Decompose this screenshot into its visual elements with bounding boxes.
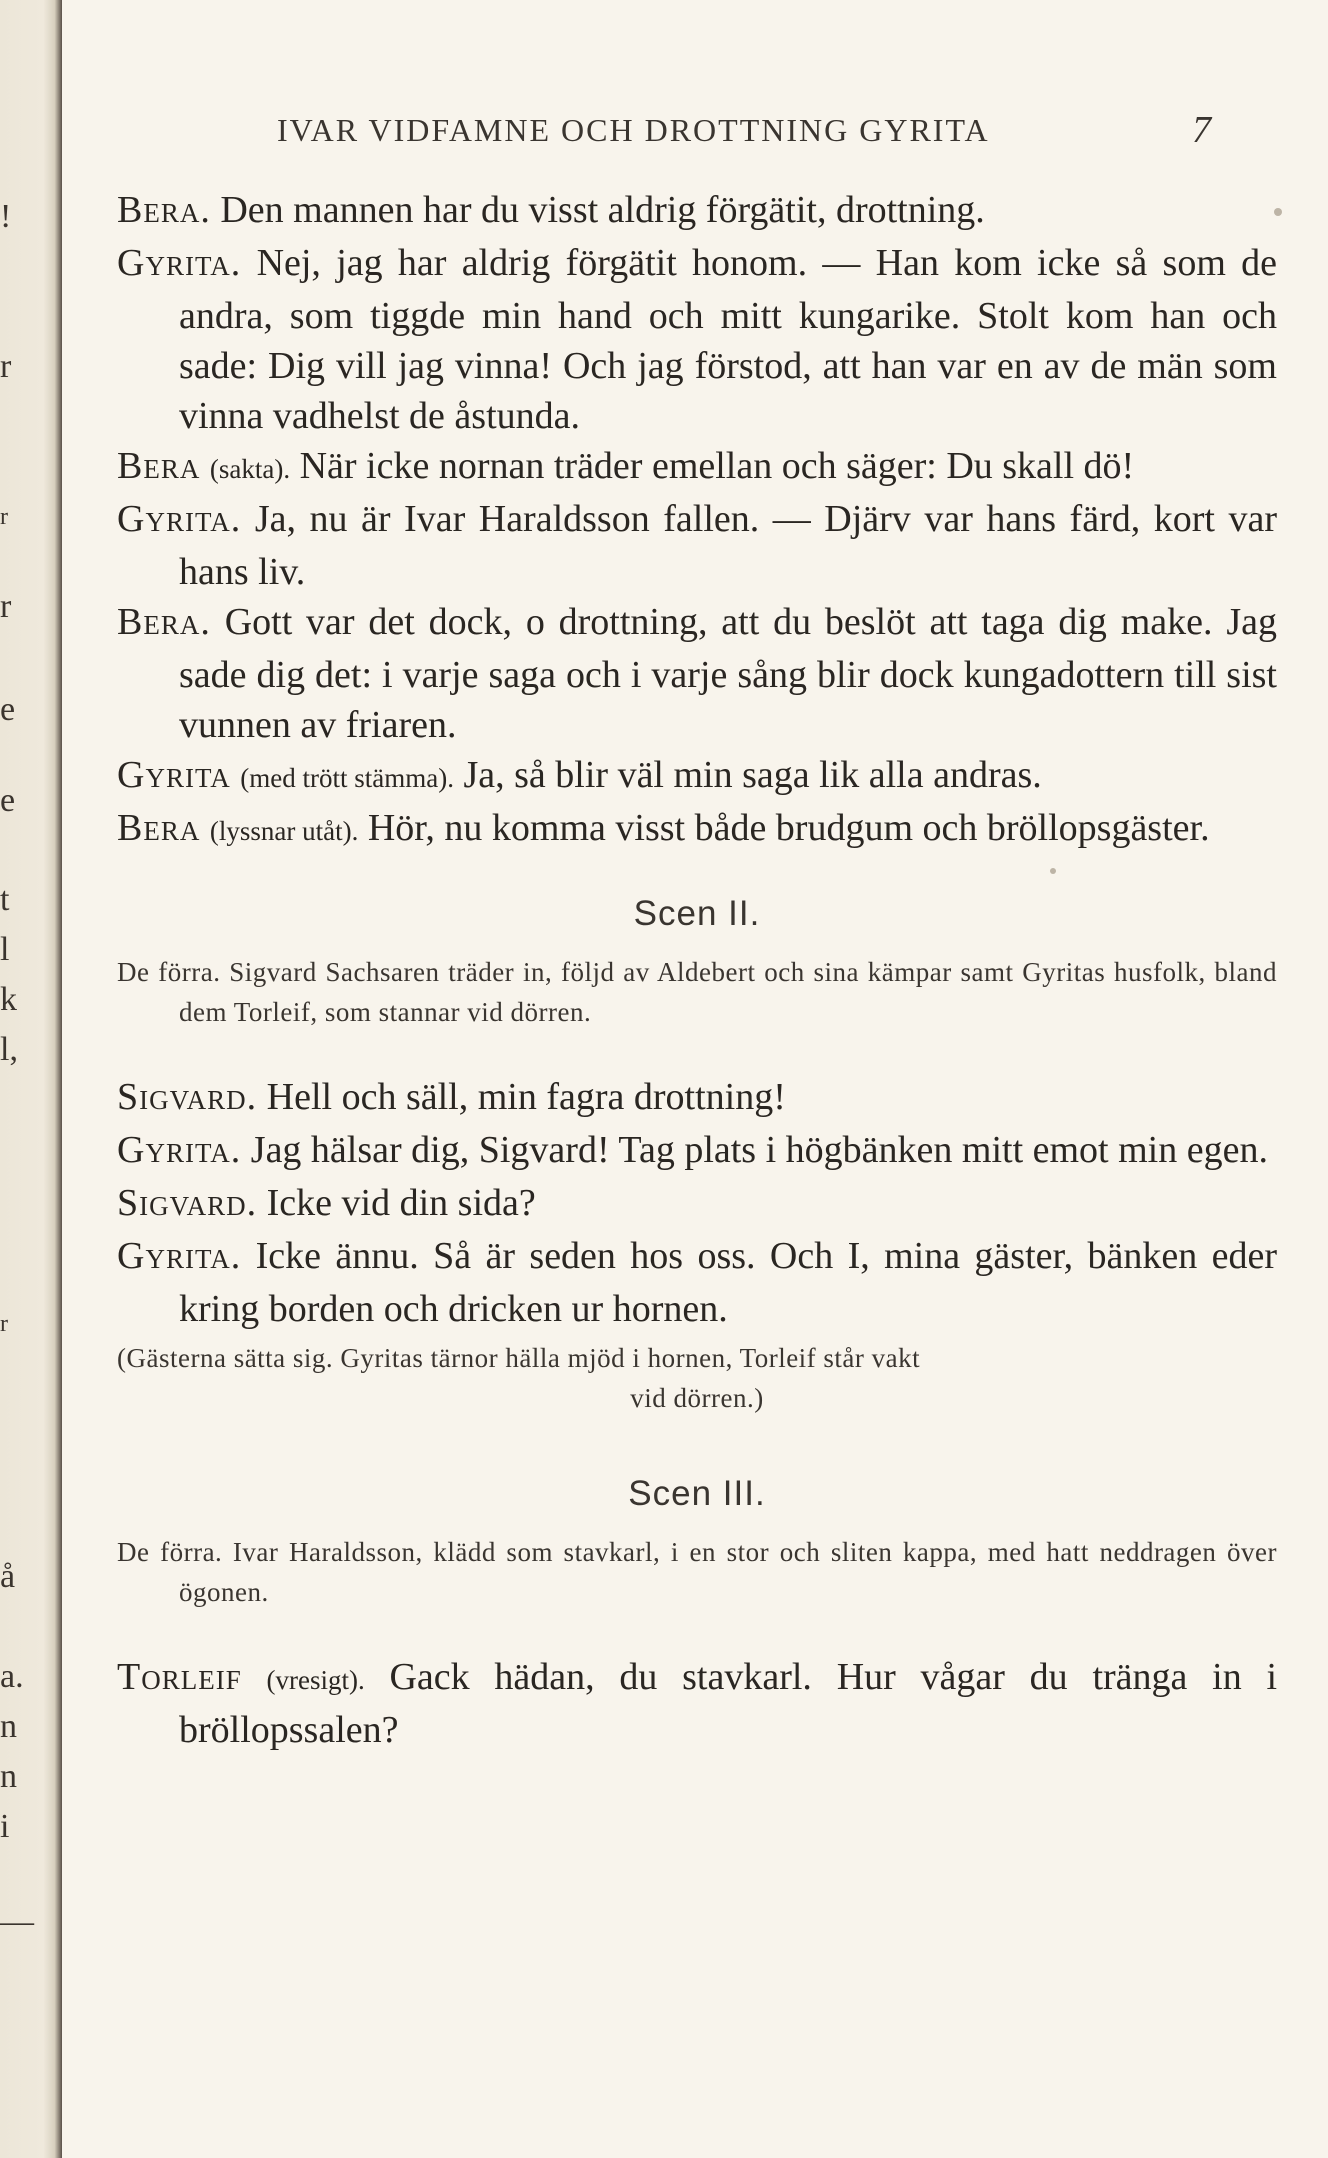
speech xyxy=(117,750,1277,803)
margin-letter: e xyxy=(0,782,16,819)
speaker-name: Gyrita. xyxy=(117,242,242,284)
speaker-name: Gyrita. xyxy=(117,1235,242,1277)
speech xyxy=(117,441,1277,494)
speech-text: Gott var det dock, o drottning, att du beslöt att taga dig make. Jag sade dig det: i varje saga och i varje sång blir dock kungadottern till sist vunnen av friaren. xyxy=(179,601,1277,746)
stage-direction: (sakta). xyxy=(209,454,291,484)
scene-title: Scen III. xyxy=(628,1474,766,1513)
speech-text: Gack hädan, du stavkarl. Hur vågar du tränga in i bröllopssalen? xyxy=(179,1656,1278,1751)
margin-letter: l, xyxy=(0,1031,18,1068)
margin-letter: ! xyxy=(0,198,12,235)
speech-text: Hör, nu komma visst både brudgum och bröllopsgäster. xyxy=(367,807,1210,849)
speaker-name: Gyrita. xyxy=(117,1129,242,1171)
margin-letter: r xyxy=(0,1311,8,1337)
paper-speck xyxy=(1274,208,1282,216)
margin-letter: t xyxy=(0,881,10,918)
speech xyxy=(117,1178,1277,1231)
speech xyxy=(117,1652,1277,1755)
margin-letter: — xyxy=(0,1903,34,1940)
margin-letter: r xyxy=(0,588,12,625)
speech-text: När icke nornan träder emellan och säger: Du skall dö! xyxy=(299,445,1135,487)
speech-text: Nej, jag har aldrig förgätit honom. — Han kom icke så som de andra, som tiggde min hand och mitt kungarike. Stolt kom han och sade: Dig vill jag vinna! Och jag förstod, att han var en av de män som vinna vadhelst de åstunda. xyxy=(179,242,1278,437)
speaker-name: Bera xyxy=(117,445,201,487)
margin-letter: n xyxy=(0,1708,17,1745)
speech xyxy=(117,1231,1277,1334)
speaker-name: Bera xyxy=(117,807,201,849)
speech-text: Hell och säll, min fagra drottning! xyxy=(266,1076,786,1118)
margin-letter: i xyxy=(0,1808,10,1845)
scene-stage-direction: De förra. Ivar Haraldsson, klädd som stavkarl, i en stor och sliten kappa, med hatt neddragen över ögonen. xyxy=(117,1537,1277,1607)
speech-text: Jag hälsar dig, Sigvard! Tag plats i högbänken mitt emot min egen. xyxy=(250,1129,1268,1171)
speaker-name: Bera. xyxy=(117,189,211,231)
speech xyxy=(117,185,1277,238)
closing-stage-direction: (Gästerna sätta sig. Gyritas tärnor hälla mjöd i hornen, Torleif står vakt xyxy=(117,1343,921,1373)
speech xyxy=(117,238,1277,441)
speaker-name: Gyrita. xyxy=(117,498,242,540)
margin-letter: k xyxy=(0,981,17,1018)
book-page xyxy=(62,0,1328,2158)
margin-letter: å xyxy=(0,1558,16,1595)
stage-direction: (lyssnar utåt). xyxy=(209,816,359,846)
stage-direction: (med trött stämma). xyxy=(240,763,454,793)
margin-letter: a. xyxy=(0,1658,24,1695)
speech-text: Icke ännu. Så är seden hos oss. Och I, mina gäster, bänken eder kring borden och dricken ur hornen. xyxy=(179,1235,1278,1330)
margin-letter: r xyxy=(0,504,8,530)
speech-text: Icke vid din sida? xyxy=(266,1182,536,1224)
scene-stage-direction: De förra. Sigvard Sachsaren träder in, följd av Aldebert och sina kämpar samt Gyritas husfolk, bland dem Torleif, som stannar vid dörren. xyxy=(117,957,1277,1027)
speaker-name: Torleif xyxy=(117,1656,242,1698)
play-text xyxy=(117,185,1277,1755)
closing-stage-direction-end: vid dörren.) xyxy=(630,1383,764,1413)
speech xyxy=(117,597,1277,750)
speaker-name: Gyrita xyxy=(117,754,231,796)
margin-letter: n xyxy=(0,1758,17,1795)
stage-direction: (vresigt). xyxy=(266,1665,365,1695)
running-head: IVAR VIDFAMNE OCH DROTTNING GYRITA xyxy=(277,112,990,148)
speaker-name: Sigvard. xyxy=(117,1076,258,1118)
page-number: 7 xyxy=(1192,109,1211,151)
speech-text: Ja, nu är Ivar Haraldsson fallen. — Djärv var hans färd, kort var hans liv. xyxy=(179,498,1278,593)
speech-text: Ja, så blir väl min saga lik alla andras. xyxy=(463,754,1042,796)
previous-page-edge xyxy=(0,0,62,2158)
margin-letter: l xyxy=(0,931,10,968)
margin-letter: e xyxy=(0,691,16,728)
margin-letter: r xyxy=(0,348,12,385)
speaker-name: Bera. xyxy=(117,601,211,643)
speech xyxy=(117,1072,1277,1125)
speaker-name: Sigvard. xyxy=(117,1182,258,1224)
speech xyxy=(117,803,1277,856)
scene-title: Scen II. xyxy=(633,894,761,933)
paper-speck xyxy=(1050,868,1056,874)
speech xyxy=(117,494,1277,597)
speech xyxy=(117,1125,1277,1178)
speech-text: Den mannen har du visst aldrig förgätit, drottning. xyxy=(220,189,985,231)
